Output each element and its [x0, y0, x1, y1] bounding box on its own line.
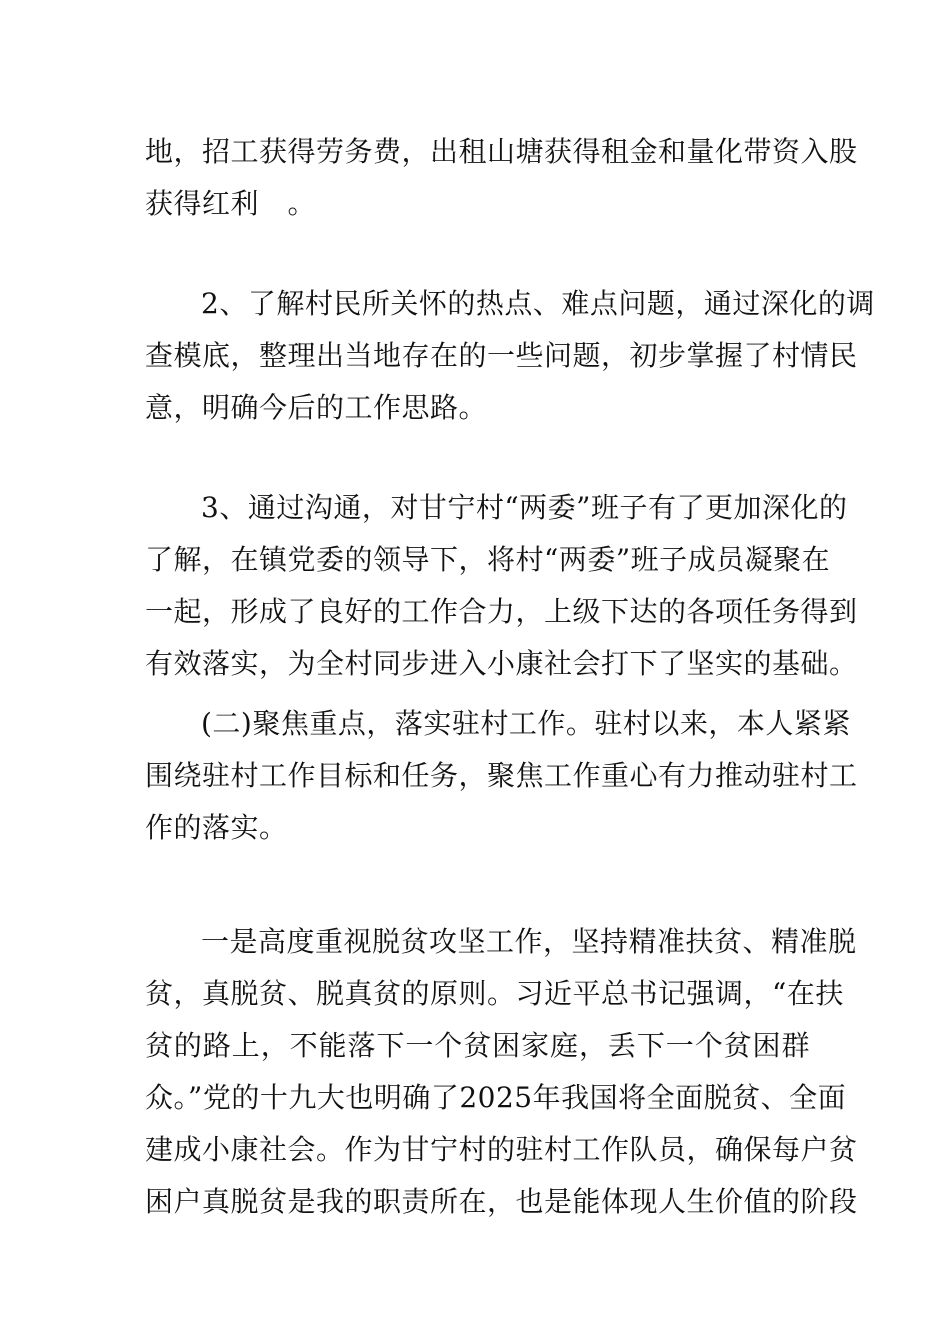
text-line: 了解，在镇党委的领导下，将村“两委”班子成员凝聚在: [145, 543, 831, 576]
paragraph-item-2: [145, 278, 875, 434]
text-line: 一起，形成了良好的工作合力，上级下达的各项任务得到: [145, 595, 858, 628]
text-line: 困户真脱贫是我的职责所在，也是能体现人生价值的阶段: [145, 1185, 858, 1218]
paragraph-item-3: [145, 482, 858, 690]
paragraph-point-1: [145, 916, 858, 1228]
text-line: 众。”党的十九大也明确了2025年我国将全面脱贫、全面: [145, 1081, 847, 1114]
text-line: 地，招工获得劳务费，出租山塘获得租金和量化带资入股: [145, 135, 858, 168]
paragraph-continuation: [145, 126, 858, 230]
text-line: 贫，真脱贫、脱真贫的原则。习近平总书记强调，“在扶: [145, 977, 844, 1010]
text-line: 建成小康社会。作为甘宁村的驻村工作队员，确保每户贫: [145, 1133, 858, 1166]
text-line: 贫的路上，不能落下一个贫困家庭，丢下一个贫困群: [145, 1029, 810, 1062]
text-line: 查模底，整理出当地存在的一些问题，初步掌握了村情民: [145, 339, 858, 372]
text-line: 作的落实。: [145, 811, 288, 844]
text-line: 获得红利 。: [145, 187, 317, 220]
text-line: 意，明确今后的工作思路。: [145, 391, 488, 424]
text-line: 围绕驻村工作目标和任务，聚焦工作重心有力推动驻村工: [145, 759, 858, 792]
text-line: (二)聚焦重点，落实驻村工作。驻村以来，本人紧紧: [201, 707, 851, 740]
text-line: 有效落实，为全村同步进入小康社会打下了坚实的基础。: [145, 647, 858, 680]
text-line: 一是高度重视脱贫攻坚工作，坚持精准扶贫、精准脱: [201, 925, 857, 958]
paragraph-section-2: [145, 698, 858, 854]
text-line: 3、通过沟通，对甘宁村“两委”班子有了更加深化的: [201, 491, 848, 524]
text-line: 2、了解村民所关怀的热点、难点问题，通过深化的调: [201, 287, 875, 320]
